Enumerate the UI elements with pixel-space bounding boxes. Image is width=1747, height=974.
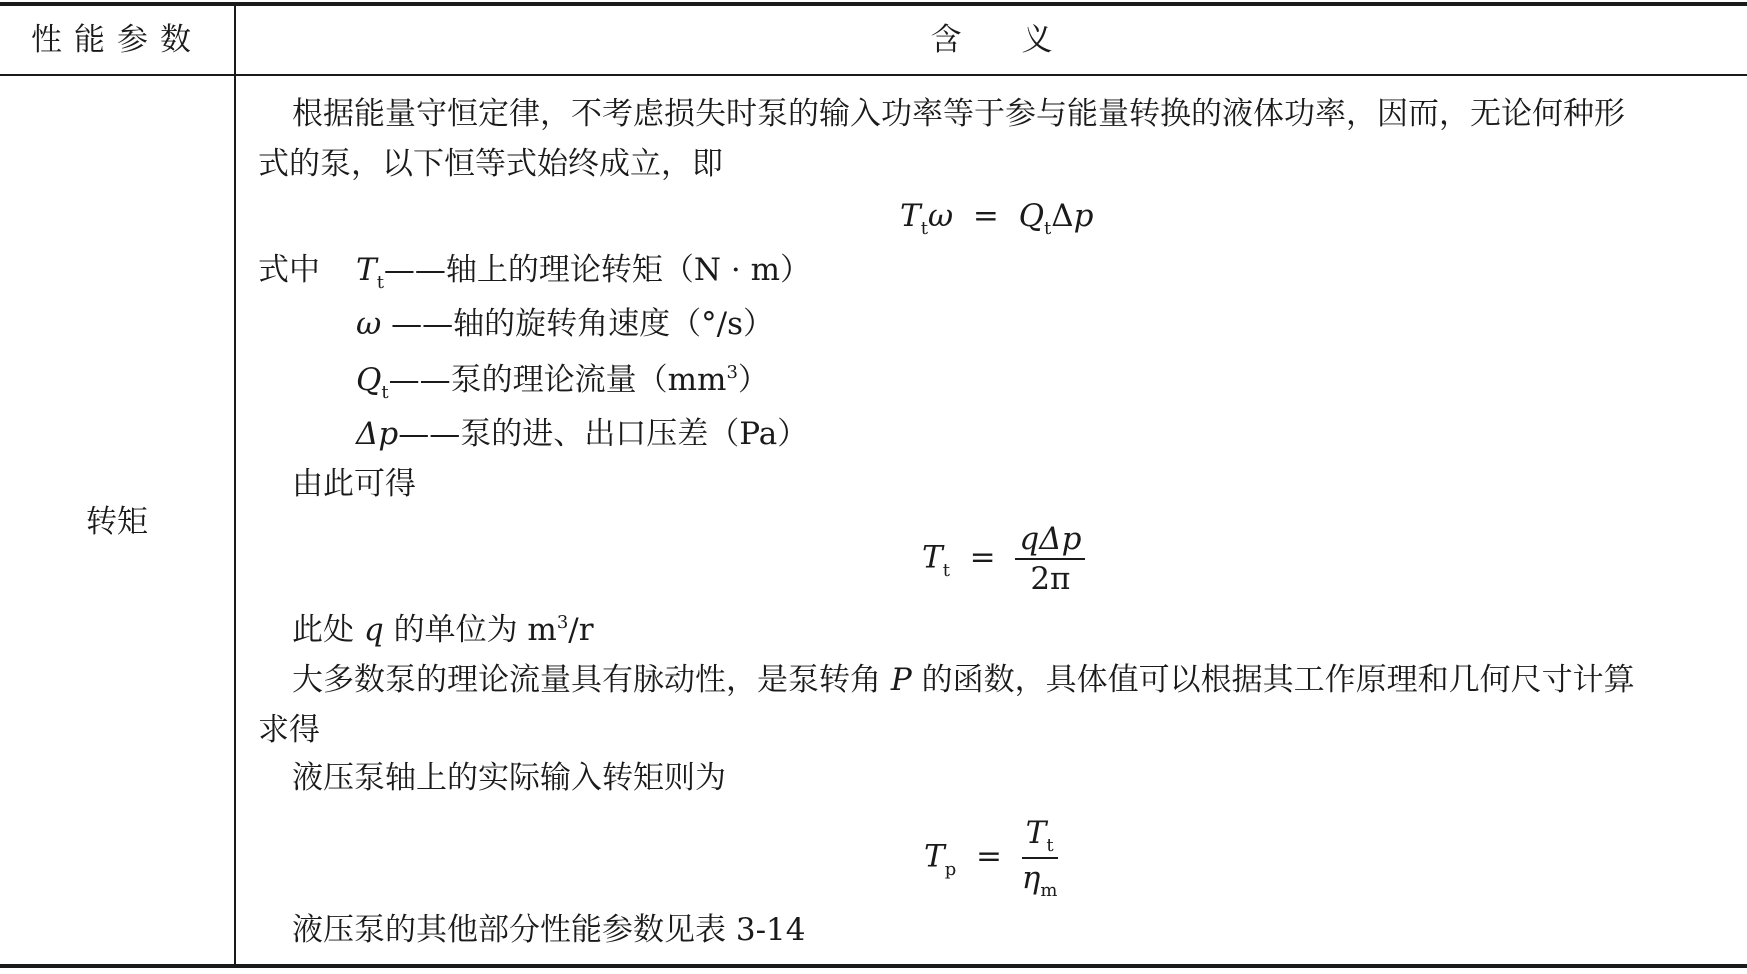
eq1-t2: t bbox=[1044, 218, 1052, 239]
equation-theoretical-torque bbox=[922, 520, 1085, 598]
paragraph-1-line-1: 根据能量守恒定律，不考虑损失时泵的输入功率等于参与能量转换的液体功率，因而，无论何种形 bbox=[292, 96, 1625, 132]
def3-text: ——泵的理论流量（mm bbox=[388, 362, 727, 398]
definition-flow bbox=[356, 360, 769, 405]
eq1-equals: = bbox=[972, 198, 999, 234]
eq3-num-symbol: T bbox=[1025, 815, 1047, 851]
eq3-numerator bbox=[1022, 814, 1058, 859]
p4-post: 的函数，具体值可以根据其工作原理和几何尺寸计算 bbox=[911, 662, 1635, 698]
p3-q: q bbox=[363, 612, 384, 648]
equation-power-balance bbox=[900, 196, 1094, 241]
eq1-p: p bbox=[1073, 198, 1094, 234]
paragraph-2: 由此可得 bbox=[292, 466, 416, 502]
eq1-T: T bbox=[900, 198, 921, 234]
header-parameter: 性能参数 bbox=[31, 22, 203, 58]
eq2-equals: = bbox=[969, 539, 996, 576]
def1-text: ——轴上的理论转矩（N · m） bbox=[383, 252, 812, 288]
p3-superscript: 3 bbox=[556, 612, 569, 633]
eq3-den-symbol: η bbox=[1021, 860, 1041, 896]
paragraph-4-line-1 bbox=[292, 660, 1635, 700]
header-rule bbox=[0, 74, 1747, 76]
eq3-num-subscript: t bbox=[1046, 835, 1054, 856]
eq2-fraction bbox=[1015, 520, 1085, 598]
eq1-Q: Q bbox=[1018, 198, 1045, 234]
def3-subscript: t bbox=[381, 382, 389, 403]
eq3-denominator bbox=[1022, 859, 1058, 902]
paragraph-4-line-2: 求得 bbox=[258, 712, 320, 748]
paragraph-5: 液压泵轴上的实际输入转矩则为 bbox=[292, 760, 726, 796]
eq1-delta: Δ bbox=[1051, 198, 1074, 234]
paragraph-3 bbox=[292, 610, 594, 655]
eq1-t: t bbox=[920, 218, 928, 239]
definition-torque bbox=[356, 250, 811, 295]
header-meaning: 含义 bbox=[930, 22, 1113, 58]
def1-subscript: t bbox=[376, 272, 384, 293]
def4-text: ——泵的进、出口压差（Pa） bbox=[398, 416, 809, 452]
definition-angular-speed bbox=[356, 304, 774, 344]
table-bottom-rule bbox=[0, 964, 1747, 968]
definition-pressure bbox=[356, 414, 808, 454]
p3-pre: 此处 bbox=[292, 612, 364, 648]
def3-superscript: 3 bbox=[726, 362, 738, 383]
p3-mid: 的单位为 m bbox=[383, 612, 557, 648]
eq3-equals: = bbox=[975, 838, 1002, 875]
def3-symbol: Q bbox=[356, 362, 382, 398]
paragraph-6: 液压泵的其他部分性能参数见表 3-14 bbox=[292, 912, 806, 948]
equation-actual-torque bbox=[924, 814, 1058, 902]
eq3-fraction bbox=[1022, 814, 1058, 902]
p4-pre: 大多数泵的理论流量具有脉动性，是泵转角 bbox=[292, 662, 891, 698]
p3-post: /r bbox=[568, 612, 594, 648]
column-divider bbox=[234, 4, 236, 966]
parameter-name: 转矩 bbox=[86, 504, 148, 540]
eq3-den-subscript: m bbox=[1040, 880, 1058, 901]
table-top-rule bbox=[0, 2, 1747, 6]
def4-symbol: Δp bbox=[356, 416, 399, 452]
paragraph-1-line-2: 式的泵，以下恒等式始终成立，即 bbox=[258, 146, 723, 182]
where-label: 式中 bbox=[258, 252, 320, 288]
eq2-denominator: 2π bbox=[1030, 561, 1071, 597]
eq2-lhs-subscript: t bbox=[942, 559, 950, 581]
p4-P: P bbox=[890, 662, 912, 698]
def2-text: ——轴的旋转角速度（°/s） bbox=[381, 306, 774, 342]
def3-text-end: ） bbox=[737, 362, 769, 398]
eq3-lhs: T bbox=[924, 838, 945, 875]
eq1-omega: ω bbox=[927, 198, 954, 234]
def2-symbol: ω bbox=[356, 306, 382, 342]
eq2-lhs: T bbox=[922, 539, 943, 576]
def1-symbol: T bbox=[356, 252, 377, 288]
eq3-lhs-subscript: p bbox=[944, 858, 957, 880]
eq2-numerator: qΔp bbox=[1015, 520, 1085, 560]
